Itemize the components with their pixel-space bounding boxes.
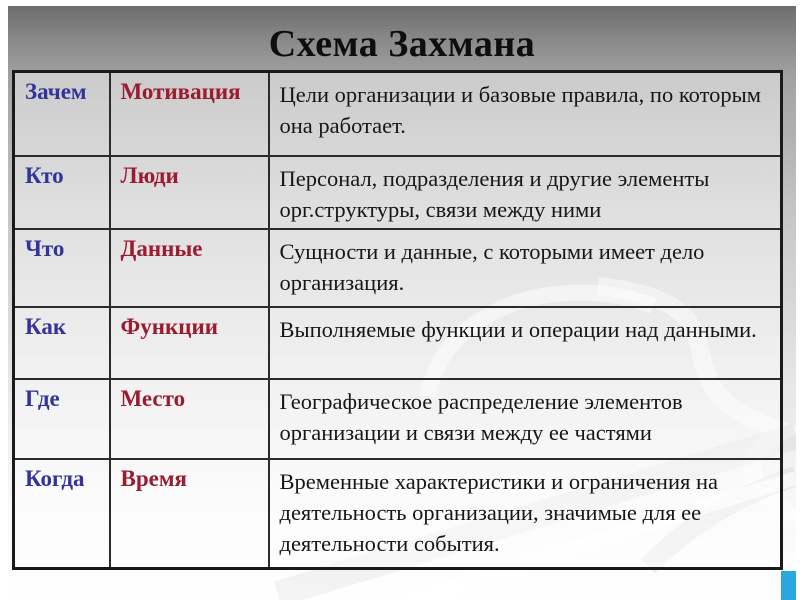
- aspect-cell: Люди: [110, 156, 269, 229]
- table-row: [14, 156, 782, 229]
- table-row: [14, 379, 782, 459]
- question-cell: Где: [14, 379, 110, 459]
- table-row: [14, 229, 782, 307]
- question-cell: Что: [14, 229, 110, 307]
- description-cell: Персонал, подразделения и другие элементы орг.структуры, связи между ними: [269, 156, 782, 229]
- description-cell: Цели организации и базовые правила, по которым она работает.: [269, 72, 782, 156]
- zachman-table: [12, 70, 783, 570]
- slide-title: Схема Захмана: [268, 23, 536, 65]
- aspect-cell: Данные: [110, 229, 269, 307]
- aspect-cell: Время: [110, 459, 269, 569]
- slide: [8, 6, 796, 600]
- question-cell: Как: [14, 307, 110, 379]
- table-row: [14, 459, 782, 569]
- aspect-cell: Место: [110, 379, 269, 459]
- aspect-cell: Мотивация: [110, 72, 269, 156]
- aspect-cell: Функции: [110, 307, 269, 379]
- question-cell: Зачем: [14, 72, 110, 156]
- table-row: [14, 72, 782, 156]
- description-cell: Географическое распределение элементов организации и связи между ее частями: [269, 379, 782, 459]
- accent-square: [781, 571, 796, 600]
- description-cell: Сущности и данные, с которыми имеет дело организация.: [269, 229, 782, 307]
- description-cell: Выполняемые функции и операции над данными.: [269, 307, 782, 379]
- table-row: [14, 307, 782, 379]
- description-cell: Временные характеристики и ограничения на деятельность организации, значимые для ее деятельности события.: [269, 459, 782, 569]
- question-cell: Кто: [14, 156, 110, 229]
- question-cell: Когда: [14, 459, 110, 569]
